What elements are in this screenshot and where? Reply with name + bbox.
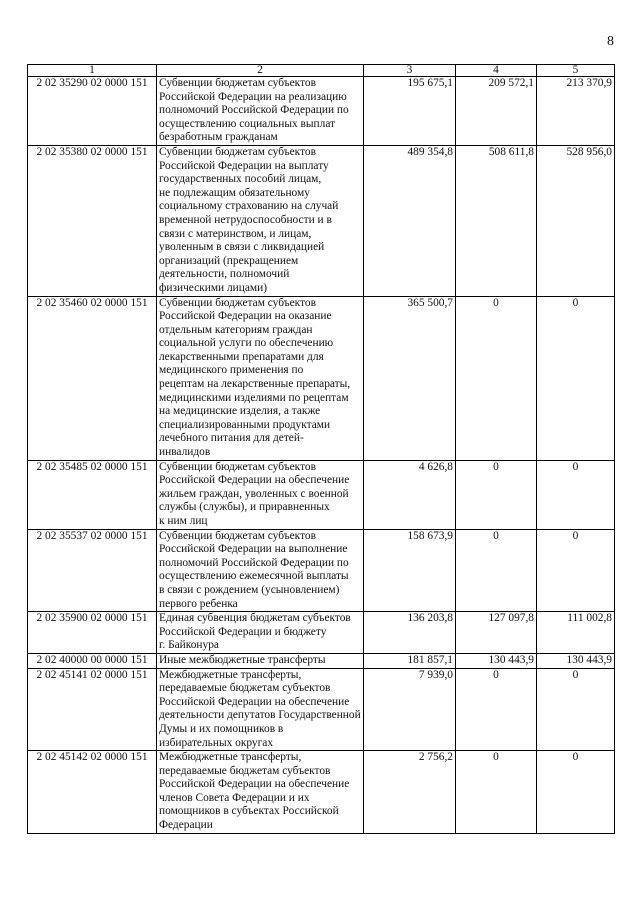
amount-col3-cell: 365 500,7: [364, 296, 456, 460]
amount-col4-cell: 130 443,9: [456, 653, 537, 668]
amount-col4-cell: 508 611,8: [456, 145, 537, 296]
amount-col5-cell: 0: [537, 460, 615, 529]
table-row: [28, 460, 615, 529]
amount-col5-cell: 130 443,9: [537, 653, 615, 668]
table-row: [28, 668, 615, 751]
description-cell: Субвенции бюджетам субъектов Российской Федерации на обеспечение жильем граждан, уволенных с военной службы (службы), и приравненных к ним лиц: [157, 460, 364, 529]
amount-col4-cell: 0: [456, 460, 537, 529]
amount-col3-cell: 7 939,0: [364, 668, 456, 751]
amount-col3-cell: 489 354,8: [364, 145, 456, 296]
budget-code-cell: 2 02 35900 02 0000 151: [28, 612, 157, 654]
description-cell: Межбюджетные трансферты, передаваемые бюджетам субъектов Российской Федерации на обеспечение деятельности депутатов Государственной Думы и их помощников в избирательных округах: [157, 668, 364, 751]
budget-code-cell: 2 02 35380 02 0000 151: [28, 145, 157, 296]
amount-col5-cell: 0: [537, 296, 615, 460]
amount-col5-cell: 0: [537, 668, 615, 751]
amount-col5-cell: 528 956,0: [537, 145, 615, 296]
table-row: [28, 296, 615, 460]
amount-col3-cell: 4 626,8: [364, 460, 456, 529]
table-row: [28, 751, 615, 834]
description-cell: Единая субвенция бюджетам субъектов Российской Федерации и бюджету г. Байконура: [157, 612, 364, 654]
column-header: 1: [28, 65, 157, 77]
budget-code-cell: 2 02 45141 02 0000 151: [28, 668, 157, 751]
amount-col3-cell: 2 756,2: [364, 751, 456, 834]
budget-code-cell: 2 02 35485 02 0000 151: [28, 460, 157, 529]
amount-col4-cell: 0: [456, 751, 537, 834]
amount-col3-cell: 181 857,1: [364, 653, 456, 668]
description-cell: Межбюджетные трансферты, передаваемые бюджетам субъектов Российской Федерации на обеспечение членов Совета Федерации и их помощников в субъектах Российской Федерации: [157, 751, 364, 834]
table-row: [28, 612, 615, 654]
budget-code-cell: 2 02 35537 02 0000 151: [28, 529, 157, 612]
amount-col4-cell: 127 097,8: [456, 612, 537, 654]
amount-col5-cell: 0: [537, 529, 615, 612]
amount-col3-cell: 195 675,1: [364, 77, 456, 146]
budget-code-cell: 2 02 35460 02 0000 151: [28, 296, 157, 460]
amount-col5-cell: 111 002,8: [537, 612, 615, 654]
table-row: [28, 529, 615, 612]
amount-col3-cell: 136 203,8: [364, 612, 456, 654]
column-header: 4: [456, 65, 537, 77]
budget-code-cell: 2 02 45142 02 0000 151: [28, 751, 157, 834]
table-row: [28, 77, 615, 146]
amount-col4-cell: 209 572,1: [456, 77, 537, 146]
amount-col4-cell: 0: [456, 296, 537, 460]
description-cell: Субвенции бюджетам субъектов Российской Федерации на выплату государственных пособий лицам, не подлежащим обязательному социальному страхованию на случай временной нетрудоспособности и в связи с материнством, и лицам, уволенным в связи с ликвидацией организаций (прекращением деятельности, полномочий физическими лицами): [157, 145, 364, 296]
amount-col4-cell: 0: [456, 668, 537, 751]
column-header: 2: [157, 65, 364, 77]
amount-col5-cell: 213 370,9: [537, 77, 615, 146]
amount-col3-cell: 158 673,9: [364, 529, 456, 612]
budget-code-cell: 2 02 35290 02 0000 151: [28, 77, 157, 146]
table-row: [28, 653, 615, 668]
column-header: 5: [537, 65, 615, 77]
budget-table: [27, 64, 615, 834]
column-header: 3: [364, 65, 456, 77]
page-number: 8: [607, 34, 614, 49]
column-number-row: [28, 65, 615, 77]
description-cell: Субвенции бюджетам субъектов Российской Федерации на оказание отдельным категориям граждан социальной услуги по обеспечению лекарственными препаратами для медицинского применения по рецептам на лекарственные препараты, медицинскими изделиями по рецептам на медицинские изделия, а также специализированными продуктами лечебного питания для детей- инвалидов: [157, 296, 364, 460]
description-cell: Субвенции бюджетам субъектов Российской Федерации на выполнение полномочий Российской Федерации по осуществлению ежемесячной выплаты в связи с рождением (усыновлением) первого ребенка: [157, 529, 364, 612]
description-cell: Иные межбюджетные трансферты: [157, 653, 364, 668]
description-cell: Субвенции бюджетам субъектов Российской Федерации на реализацию полномочий Российской Федерации по осуществлению социальных выплат безработным гражданам: [157, 77, 364, 146]
budget-code-cell: 2 02 40000 00 0000 151: [28, 653, 157, 668]
table-row: [28, 145, 615, 296]
amount-col5-cell: 0: [537, 751, 615, 834]
amount-col4-cell: 0: [456, 529, 537, 612]
